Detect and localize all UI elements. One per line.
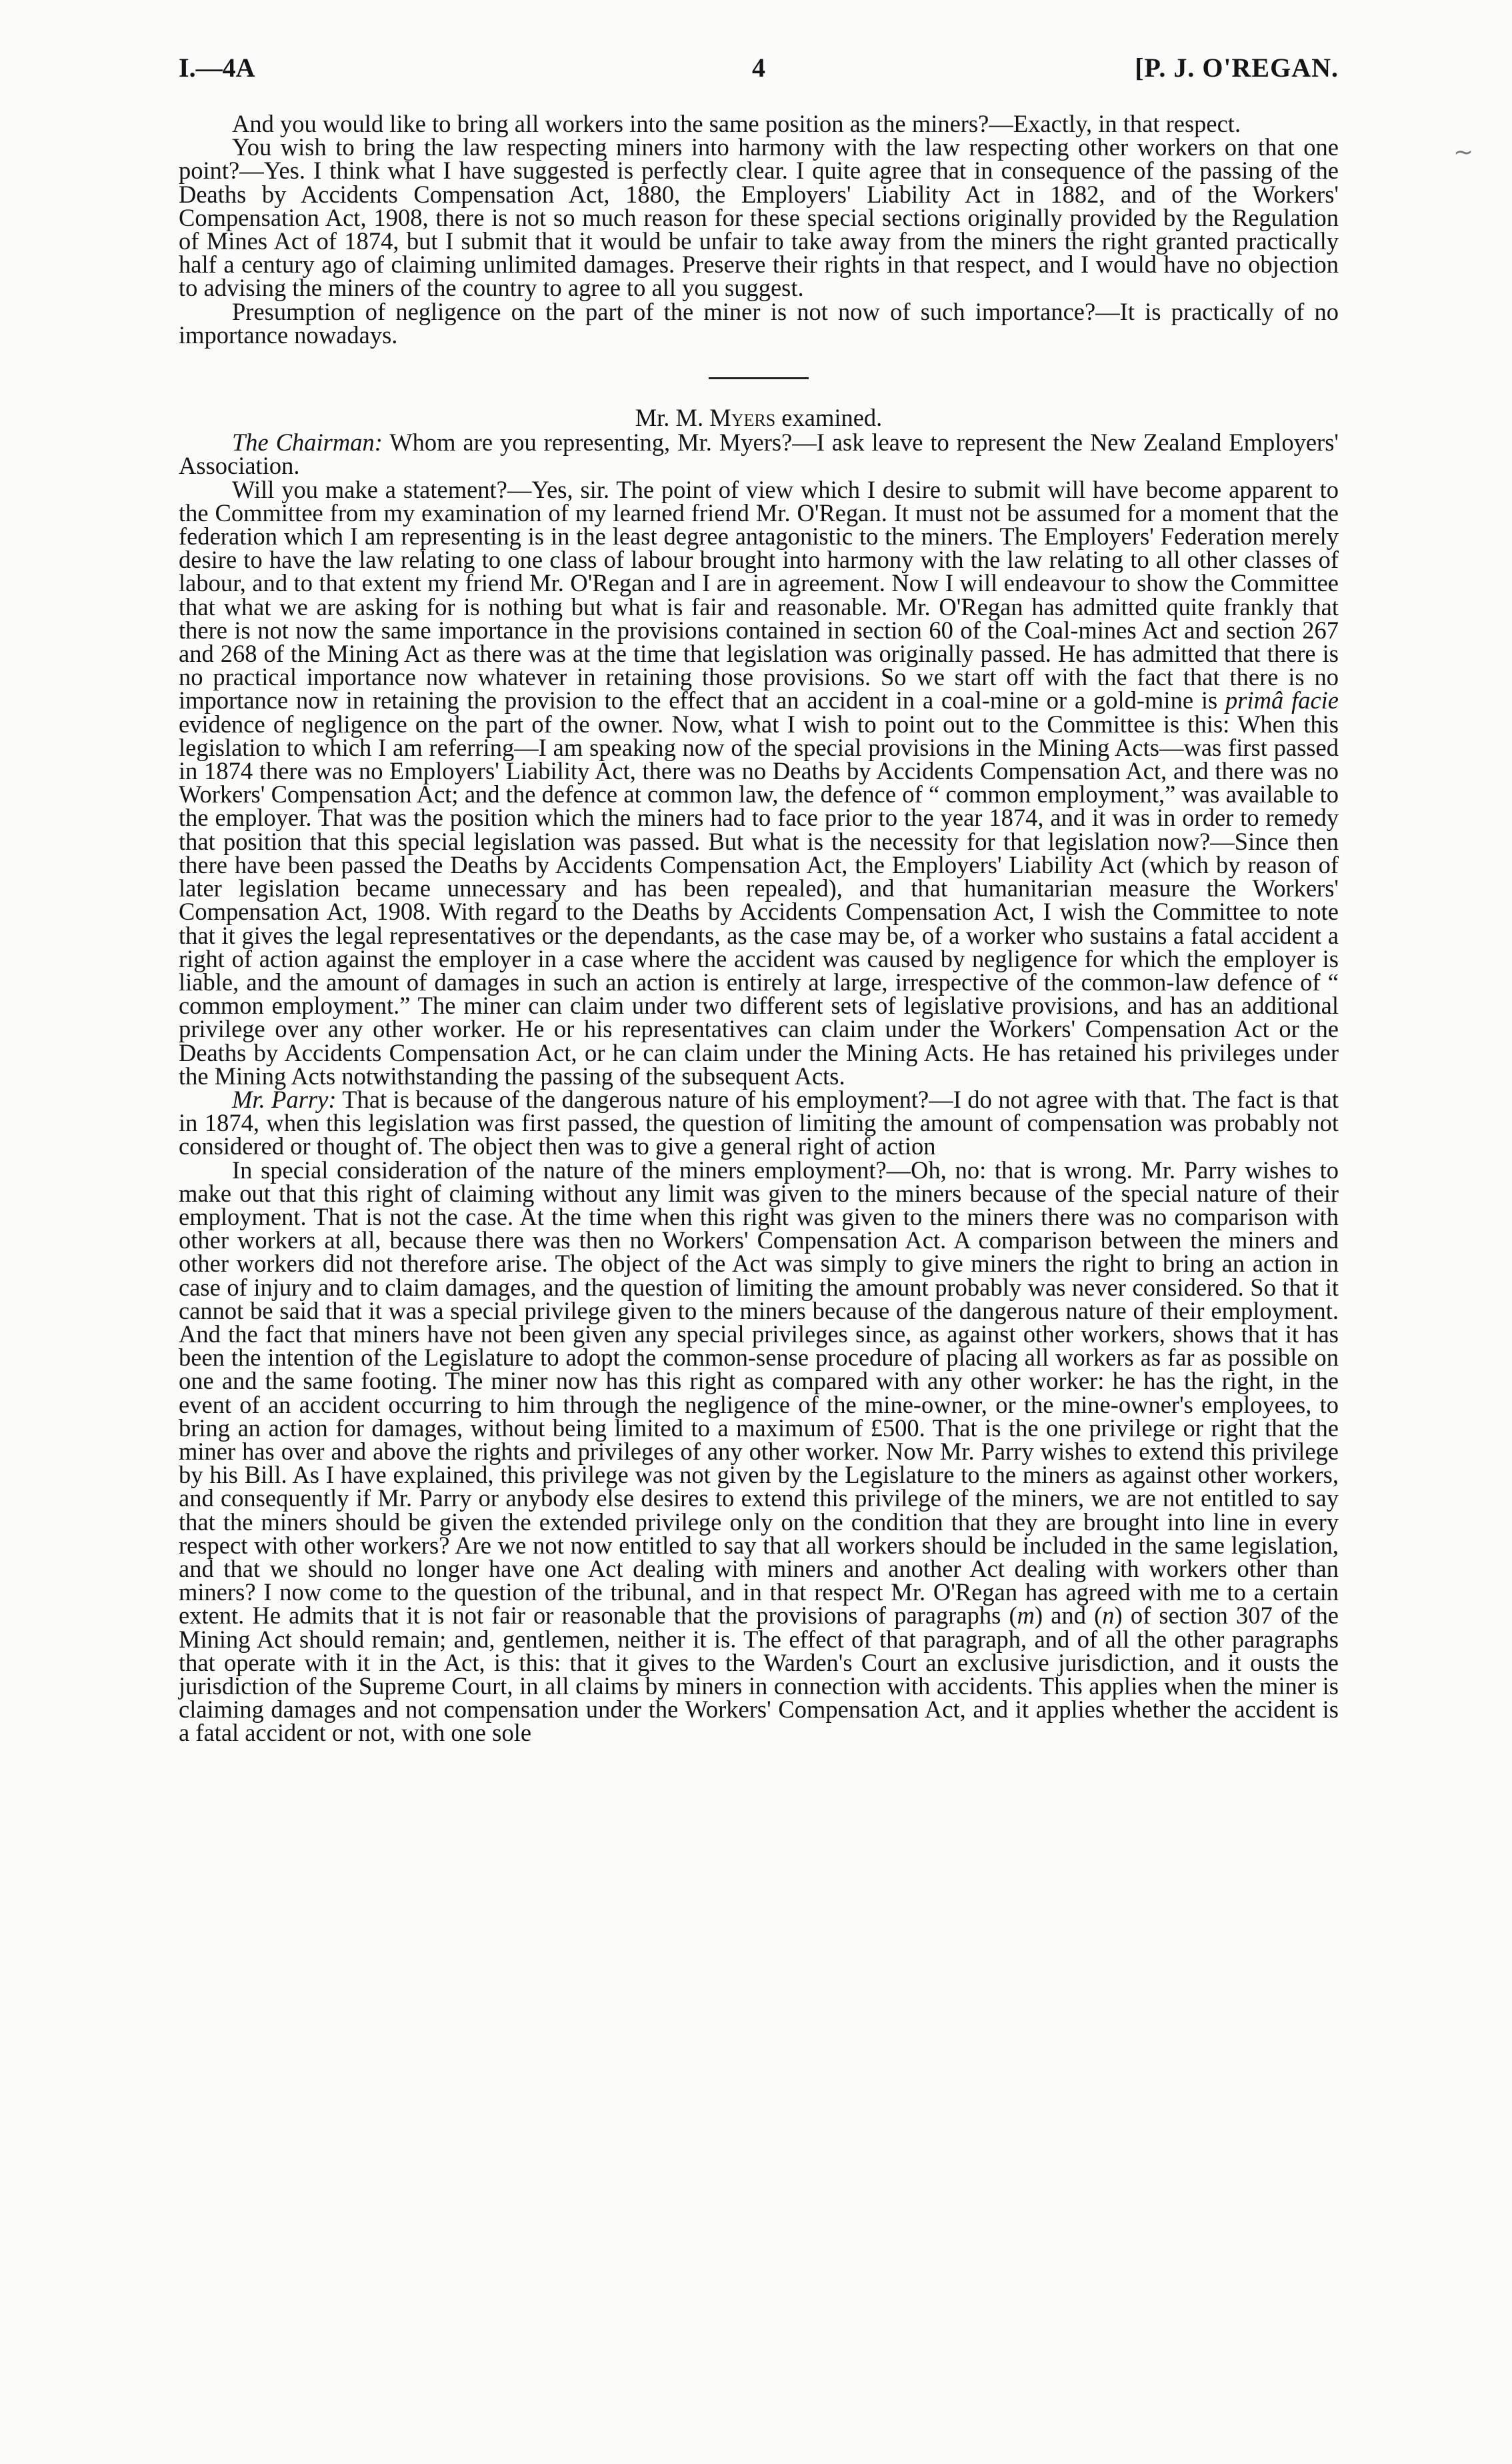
italic-letter: m <box>1017 1602 1035 1630</box>
paragraph <box>179 1158 1339 1745</box>
paragraph: You wish to bring the law respecting miners into harmony with the law respecting other workers on that one point?—Yes. I think what I have suggested is perfectly clear. I quite agree that in consequence of the passing of the Deaths by Accidents Compensation Act, 1880, the Employers' Liability Act in 1882, and of the Workers' Compensation Act, 1908, there is not so much reason for these special sections originally provided by the Regulation of Mines Act of 1874, but I submit that it would be unfair to take away from the miners the right granted practically half a century ago of claiming unlimited damages. Preserve their rights in that respect, and I would have no objection to advising the miners of the country to agree to all you suggest. <box>179 133 1339 302</box>
italic-phrase: primâ facie <box>1225 686 1339 714</box>
paragraph: And you would like to bring all workers into the same position as the miners?—Exactly, in that respect. <box>232 110 1241 137</box>
heading-prefix: Mr. M. <box>635 404 710 432</box>
document-reference: I.—4A <box>179 53 255 83</box>
speaker-label: Mr. Parry: <box>232 1085 337 1113</box>
paragraph-text: ) of section 307 of the Mining Act should remain; and, gentlemen, neither it is. The effect of that paragraph, and of all the other paragraphs that operate with it in the Act, is this: that it gives to the Warden's Court an exclusive jurisdiction, and it ousts the jurisdiction of the Supreme Court, in all claims by miners in connection with accidents. This applies when the miner is claiming damages and not compensation under the Workers' Compensation Act, and it applies whether the accident is a fatal accident or not, with one sole <box>179 1602 1339 1747</box>
paragraph <box>179 429 1339 480</box>
speaker-label: The Chairman: <box>232 429 383 457</box>
page-header <box>179 52 1339 92</box>
heading-suffix: examined. <box>775 404 883 432</box>
paragraph-text: ) and ( <box>1034 1602 1103 1630</box>
witness-name: [P. J. O'REGAN. <box>1135 53 1339 83</box>
paragraph-text: evidence of negligence on the part of the owner. Now, what I wish to point out to the Committee is this: When this legislation to which I am referring—I am speaking now of the special provisions in the Mining Acts—was first passed in 1874 there was no Employers' Liability Act, there was no Deaths by Accidents Compensation Act, and there was no Workers' Compensation Act; and the defence at common law, the defence of “ common employment,” was available to the employer. That was the position which the miners had to face prior to the year 1874, and it was in order to remedy that position that this special legislation was passed. But what is the necessity for that legislation now?—Since then there have been passed the Deaths by Accidents Compensation Act, the Employers' Liability Act (which by reason of later legislation became unnecessary and has been repealed), and that humanitarian measure the Workers' Compensation Act, 1908. With regard to the Deaths by Accidents Compensation Act, I wish the Committee to note that it gives the legal representatives or the dependants, as the case may be, of a worker who sustains a fatal accident a right of action against the employer in a case where the accident was caused by negligence for which the employer is liable, and the amount of damages in such an action is entirely at large, irrespective of the common-law defence of “ common employment.” The miner can claim under two different sets of legislative provisions, and has an additional privilege over any other worker. He or his representatives can claim under the Workers' Compensation Act or the Deaths by Accidents Compensation Act, or he can claim under the Mining Acts. He has retained his privileges under the Mining Acts notwithstanding the passing of the subsequent Acts. <box>179 710 1339 1090</box>
section-heading <box>179 404 1339 432</box>
paragraph: Presumption of negligence on the part of the miner is not now of such importance?—It is practically of no importance nowadays. <box>179 297 1339 349</box>
heading-name: Myers <box>709 404 776 432</box>
margin-mark: ~ <box>1453 139 1474 166</box>
page-body <box>179 112 1339 1745</box>
paragraph <box>179 475 1339 1090</box>
paragraph-text: Whom are you representing, Mr. Myers?—I ask leave to represent the New Zealand Employers' Association. <box>179 429 1339 480</box>
paragraph <box>179 1085 1339 1160</box>
paragraph-text: In special consideration of the nature of the miners employment?—Oh, no: that is wrong. Mr. Parry wishes to make out that this right of claiming without any limit was given to the miners because of the special nature of their employment. That is not the case. At the time when this right was given to the miners there was no comparison with other workers at all, because there was then no Workers' Compensation Act. A comparison between the miners and other workers did not therefore arise. The object of the Act was simply to give miners the right to bring an action in case of injury and to claim damages, and the question of limiting the amount probably was never considered. So that it cannot be said that it was a special privilege given to the miners because of the dangerous nature of their employment. And the fact that miners have not been given any special privileges since, as against other workers, shows that it has been the intention of the Legislature to adopt the common-sense procedure of placing all workers as far as possible on one and the same footing. The miner now has this right as compared with any other worker: he has the right, in the event of an accident occurring to him through the negligence of the mine-owner, or the mine-owner's employees, to bring an action for damages, without being limited to a maximum of £500. That is the one privilege or right that the miner has over and above the rights and privileges of any other worker. Now Mr. Parry wishes to extend this privilege by his Bill. As I have explained, this privilege was not given by the Legislature to the miners as against other workers, and consequently if Mr. Parry or anybody else desires to extend this privilege of the miners, we are not entitled to say that the miners should be given the extended privilege only on the condition that they are brought into line in every respect with other workers? Are we not now entitled to say that all workers should be included in the same legislation, and that we should no longer have one Act dealing with miners and another Act dealing with workers other than miners? I now come to the question of the tribunal, and in that respect Mr. O'Regan has agreed with me to a certain extent. He admits that it is not fair or reasonable that the provisions of paragraphs ( <box>179 1156 1339 1630</box>
italic-letter: n <box>1102 1602 1115 1630</box>
paragraph-text: That is because of the dangerous nature of his employment?—I do not agree with that. The fact is that in 1874, when this legislation was first passed, the question of limiting the amount of compensation was probably not considered or thought of. The object then was to give a general right of action <box>179 1085 1339 1160</box>
paragraph-text: Will you make a statement?—Yes, sir. The point of view which I desire to submit will have become apparent to the Committee from my examination of my learned friend Mr. O'Regan. It must not be assumed for a moment that the federation which I am representing is in the least degree antagonistic to the miners. The Employers' Federation merely desire to have the law relating to one class of labour brought into harmony with the law relating to all other classes of labour, and to that extent my friend Mr. O'Regan and I are in agreement. Now I will endeavour to show the Committee that what we are asking for is nothing but what is fair and reasonable. Mr. O'Regan has admitted quite frankly that there is not now the same importance in the provisions contained in section 60 of the Coal-mines Act and section 267 and 268 of the Mining Act as there was at the time that legislation was originally passed. He has admitted that there is no practical importance now whatever in retaining those provisions. So we start off with the fact that there is no importance now in retaining the provision to the effect that an accident in a coal-mine or a gold-mine is <box>179 475 1339 714</box>
page-number: 4 <box>752 53 765 83</box>
section-divider <box>709 377 809 379</box>
